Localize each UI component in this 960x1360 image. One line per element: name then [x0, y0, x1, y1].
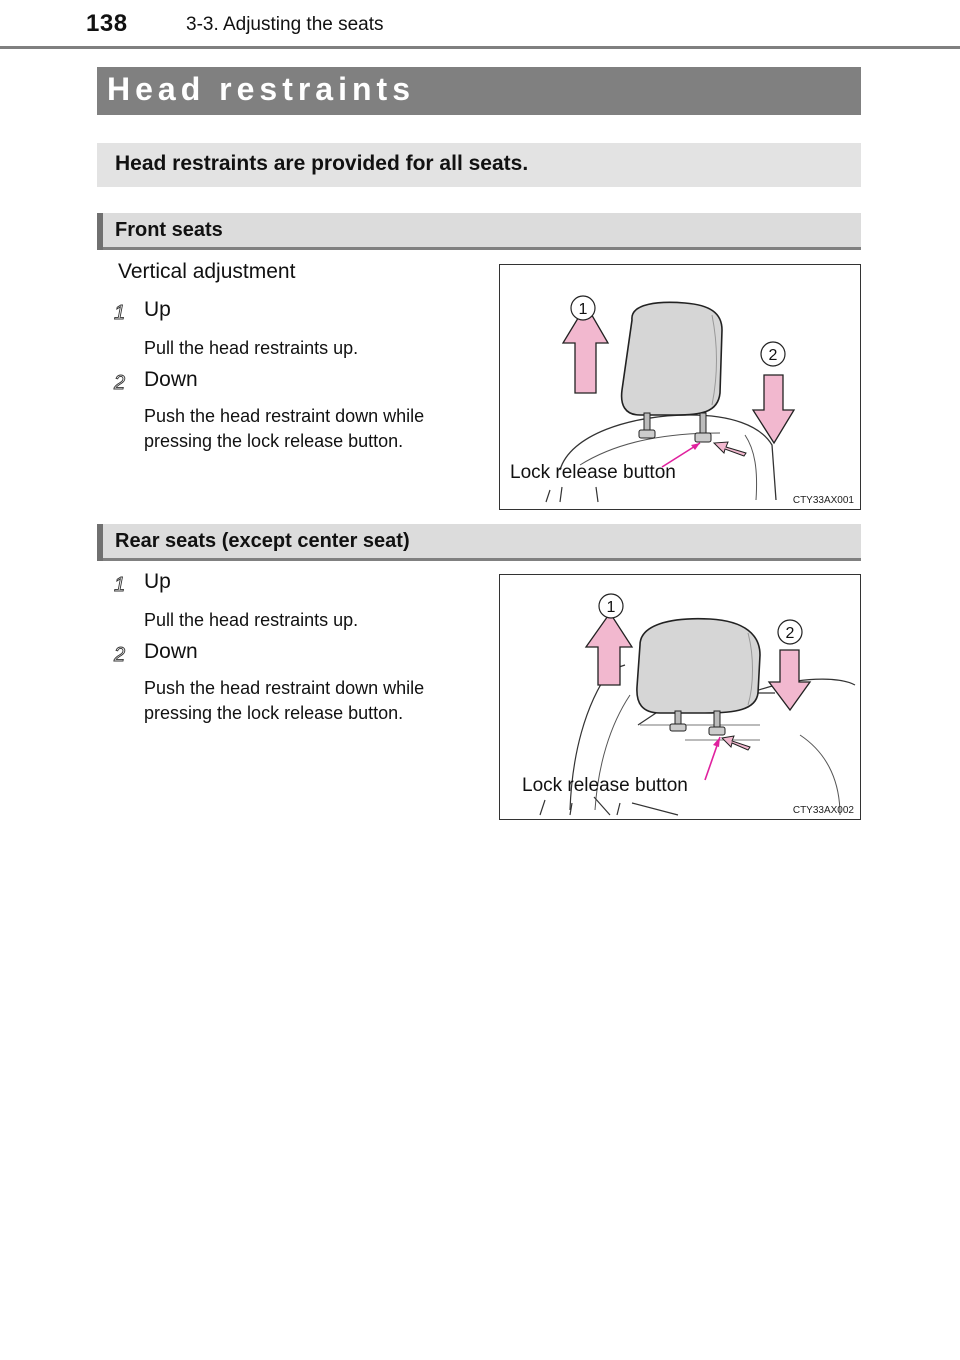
step-number-2-icon	[110, 370, 132, 394]
lock-pointer-head	[713, 737, 720, 747]
rear-step-2-label: Down	[144, 640, 198, 663]
intro-box	[97, 143, 861, 187]
vertical-adjustment-label: Vertical adjustment	[118, 260, 296, 283]
lock-release-button	[709, 727, 725, 735]
front-lock-release-label: Lock release button	[510, 462, 676, 483]
stay-right	[700, 413, 706, 435]
seat-bottom-lines	[540, 797, 678, 815]
step-number-1-glyph: 1	[114, 302, 126, 324]
header-rule	[0, 46, 960, 49]
front-step-1-label: Up	[144, 298, 171, 321]
page-number: 138	[86, 10, 128, 37]
seat-lines	[546, 487, 598, 502]
rear-step-1-label: Up	[144, 570, 171, 593]
lock-release-button	[695, 433, 711, 442]
head-restraint	[622, 302, 722, 415]
front-step-2-desc: Push the head restraint down while pressing the lock release button.	[144, 406, 425, 451]
stay-right	[714, 711, 720, 729]
rear-step-2-desc: Push the head restraint down while pressing the lock release button.	[144, 678, 425, 723]
page-title: Head restraints	[107, 71, 415, 107]
rear-step-1-desc: Pull the head restraints up.	[144, 610, 359, 630]
head-restraint	[637, 619, 760, 713]
step-number-1-icon	[110, 300, 132, 324]
down-arrow-icon	[753, 375, 794, 443]
stay-guide-left	[670, 724, 686, 731]
section-title: 3-3. Adjusting the seats	[186, 14, 384, 35]
rear-seats-heading: Rear seats (except center seat)	[115, 530, 410, 552]
rear-figure-code: CTY33AX002	[792, 805, 854, 816]
stay-guide-left	[639, 430, 655, 438]
step-number-2-glyph: 2	[114, 372, 126, 394]
intro-text: Head restraints are provided for all seats.	[115, 152, 529, 175]
rear-seat-figure	[499, 574, 861, 820]
front-seats-heading-bar	[97, 213, 861, 250]
press-arrow-icon	[714, 442, 746, 456]
callout-2: 2	[785, 625, 795, 642]
press-arrow-icon	[722, 736, 750, 750]
callout-1: 1	[578, 301, 588, 318]
lock-pointer-head	[691, 443, 700, 450]
rear-step-number-1-icon	[110, 572, 132, 596]
up-arrow-icon	[586, 613, 632, 685]
front-seat-figure	[499, 264, 861, 510]
seat-lines	[640, 725, 760, 740]
front-step-2-label: Down	[144, 368, 198, 391]
rear-step-number-2-icon	[110, 642, 132, 666]
front-step-1-desc: Pull the head restraints up.	[144, 338, 359, 358]
front-figure-code: CTY33AX001	[792, 495, 854, 506]
rear-step-number-2-glyph: 2	[114, 644, 126, 666]
rear-lock-release-label: Lock release button	[522, 775, 688, 796]
title-banner	[97, 67, 861, 115]
seat-seam	[745, 435, 757, 500]
callout-1: 1	[606, 599, 616, 616]
rear-seats-heading-bar	[97, 524, 861, 561]
rear-step-number-1-glyph: 1	[114, 574, 126, 596]
front-seats-heading: Front seats	[115, 219, 223, 241]
callout-2: 2	[768, 347, 778, 364]
seat-right-seam	[800, 735, 840, 815]
